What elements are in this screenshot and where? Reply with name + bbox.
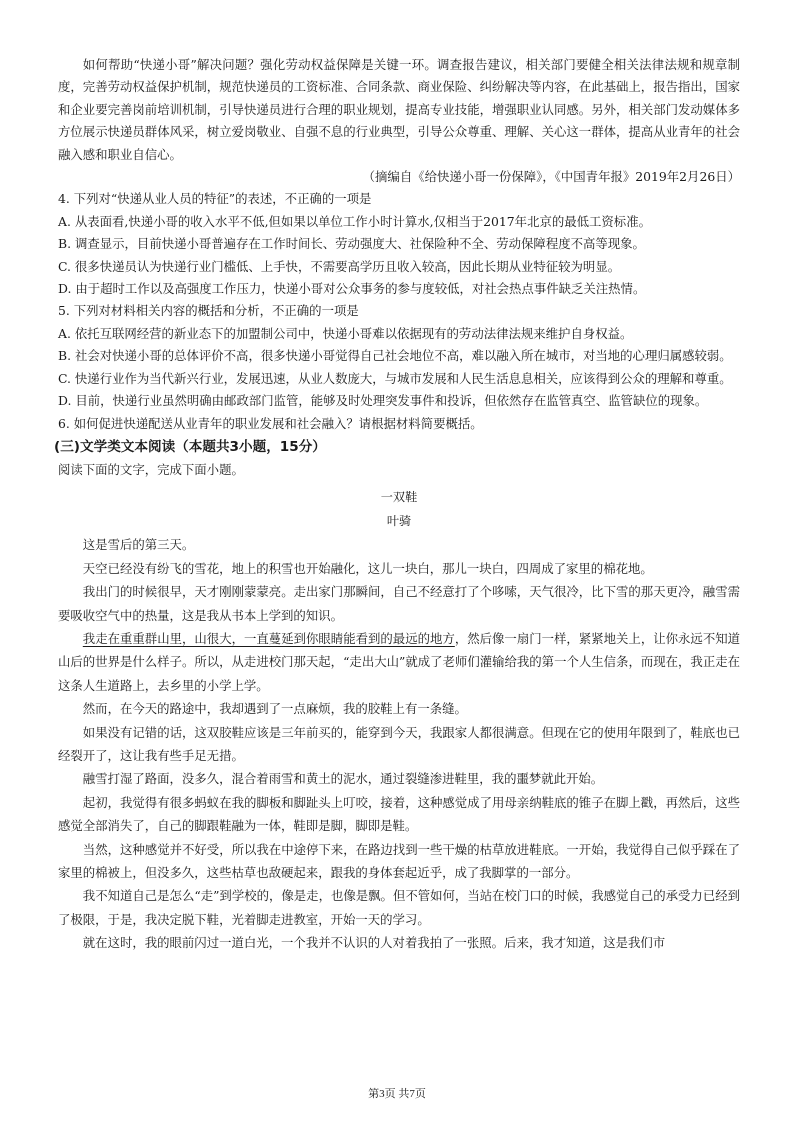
- story-paragraph: 我不知道自己是怎么“走”到学校的，像是走，也像是飘。但不管如何，当站在校门口的时候，我感觉自己的承受力已经到了极限，于是，我决定脱下鞋，光着脚走进教室，开始一天的学习。: [58, 888, 740, 927]
- question-5-stem: 5. 下列对材料相关内容的概括和分析，不正确的一项是: [58, 303, 359, 319]
- question-4-option-a: A. 从表面看,快递小哥的收入水平不低,但如果以单位工作小时计算水,仅相当于2017年北京的最低工资标准。: [58, 213, 651, 229]
- question-6-stem: 6. 如何促进快递配送从业青年的职业发展和社会融入？请根据材料简要概括。: [58, 415, 483, 431]
- question-5-option-c: C. 快递行业作为当代新兴行业，发展迅速，从业人数庞大，与城市发展和人民生活息息相关，应该得到公众的理解和尊重。: [58, 370, 732, 386]
- page-footer: 第3页 共7页: [368, 1088, 426, 1100]
- story-paragraph: 融雪打湿了路面，没多久，混合着雨雪和黄土的泥水，通过裂缝渗进鞋里，我的噩梦就此开始。: [82, 771, 604, 787]
- story-paragraph: 如果没有记错的话，这双胶鞋应该是三年前买的，能穿到今天，我跟家人都很满意。但现在它的使用年限到了，鞋底也已经裂开了，这让我有些手足无措。: [58, 724, 740, 763]
- question-4-option-b: B. 调查显示，目前快递小哥普遍存在工作时间长、劳动强度大、社保险种不全、劳动保障程度不高等现象。: [58, 236, 645, 252]
- question-5-option-a: A. 依托互联网经营的新业态下的加盟制公司中，快递小哥难以依据现有的劳动法律法规来维护自身权益。: [58, 325, 633, 341]
- intro-paragraph: 如何帮助“快递小哥”解决问题？强化劳动权益保障是关键一环。调查报告建议，相关部门要健全相关法律法规和规章制度，完善劳动权益保护机制，规范快递员的工资标准、合同条款、商业保险、纠纷解决等内容，在此基础上，报告指出，国家和企业要完善岗前培训机制，引导快递员进行合理的职业规划，提高专业技能，增强职业认同感。另外，相关部门发动媒体多方位展示快递员群体风采，树立爱岗敬业、自强不息的行业典型，引导公众尊重、理解、关心这一群体，提高从业青年的社会融入感和职业自信心。: [58, 57, 740, 162]
- underlined-sentence: 我走在重重群山里，山很大，一直蔓延到你眼睛能看到的最远的地方: [82, 630, 455, 646]
- story-paragraph: 就在这时，我的眼前闪过一道白光，一个我并不认识的人对着我拍了一张照。后来，我才知道，这是我们市: [82, 935, 666, 951]
- story-paragraph: 起初，我觉得有很多蚂蚁在我的脚板和脚趾头上叮咬，接着，这种感觉成了用母亲纳鞋底的锥子在脚上戳，再然后，这些感觉全部消失了，自己的脚跟鞋融为一体，鞋即是脚，脚即是鞋。: [58, 794, 740, 834]
- source-citation: （摘编自《给快递小哥一份保障》，《中国青年报》2019年2月26日）: [362, 169, 740, 185]
- story-title: 一双鞋: [380, 490, 418, 505]
- story-text: ，然后像一扇门一样，紧紧地关上，让你永远不知道山后的世界是什么样子。所以，从走进校门那天起，“走出大山”就成了老师们灌输给我的第一个人生信条，而现在，我正走在这条人生道路上，去乡里的小学上学。: [58, 630, 741, 693]
- question-4-stem: 4. 下列对“快递从业人员的特征”的表述，不正确的一项是: [58, 191, 372, 207]
- section-heading: (三)文学类文本阅读（本题共3小题，15分）: [54, 438, 326, 455]
- reading-instruction: 阅读下面的文字，完成下面小题。: [58, 461, 244, 477]
- story-paragraph: 我出门的时候很早，天才刚刚蒙蒙亮。走出家门那瞬间，自己不经意打了个哆嗦，天气很冷，比下雪的那天更冷，融雪需要吸收空气中的热量，这是我从书本上学到的知识。: [58, 584, 740, 623]
- exam-page: [54, 54, 741, 955]
- question-5-option-d: D. 目前，快递行业虽然明确由邮政部门监管，能够及时处理突发事件和投诉，但依然存在监管真空、监管缺位的现象。: [58, 393, 708, 409]
- question-4-option-c: C. 很多快递员认为快递行业门槛低、上手快，不需要高学历且收入较高，因此长期从业特征较为明显。: [58, 258, 621, 274]
- question-5-option-b: B. 社会对快递小哥的总体评价不高，很多快递小哥觉得自己社会地位不高，难以融入所在城市，对当地的心理归属感较弱。: [58, 348, 732, 364]
- story-paragraph: 天空已经没有纷飞的雪花，地上的积雪也开始融化，这儿一块白，那儿一块白，四周成了家里的棉花地。: [82, 560, 653, 576]
- story-paragraph: 当然，这种感觉并不好受，所以我在中途停下来，在路边找到一些干燥的枯草放进鞋底。一开始，我觉得自己似乎踩在了家里的棉被上，但没多久，这些枯草也敌硬起来，跟我的身体套起近乎，成了我脚掌的一部分。: [58, 841, 740, 880]
- story-body: [58, 533, 740, 954]
- question-4-option-d: D. 由于超时工作以及高强度工作压力，快递小哥对公众事务的参与度较低，对社会热点事件缺乏关注热情。: [58, 281, 646, 297]
- story-paragraph: [58, 627, 740, 697]
- story-paragraph: 这是雪后的第三天。: [82, 537, 195, 553]
- story-paragraph: 然而，在今天的路途中，我却遇到了一点麻烦，我的胶鞋上有一条缝。: [82, 701, 467, 717]
- story-author: 叶骑: [386, 514, 412, 529]
